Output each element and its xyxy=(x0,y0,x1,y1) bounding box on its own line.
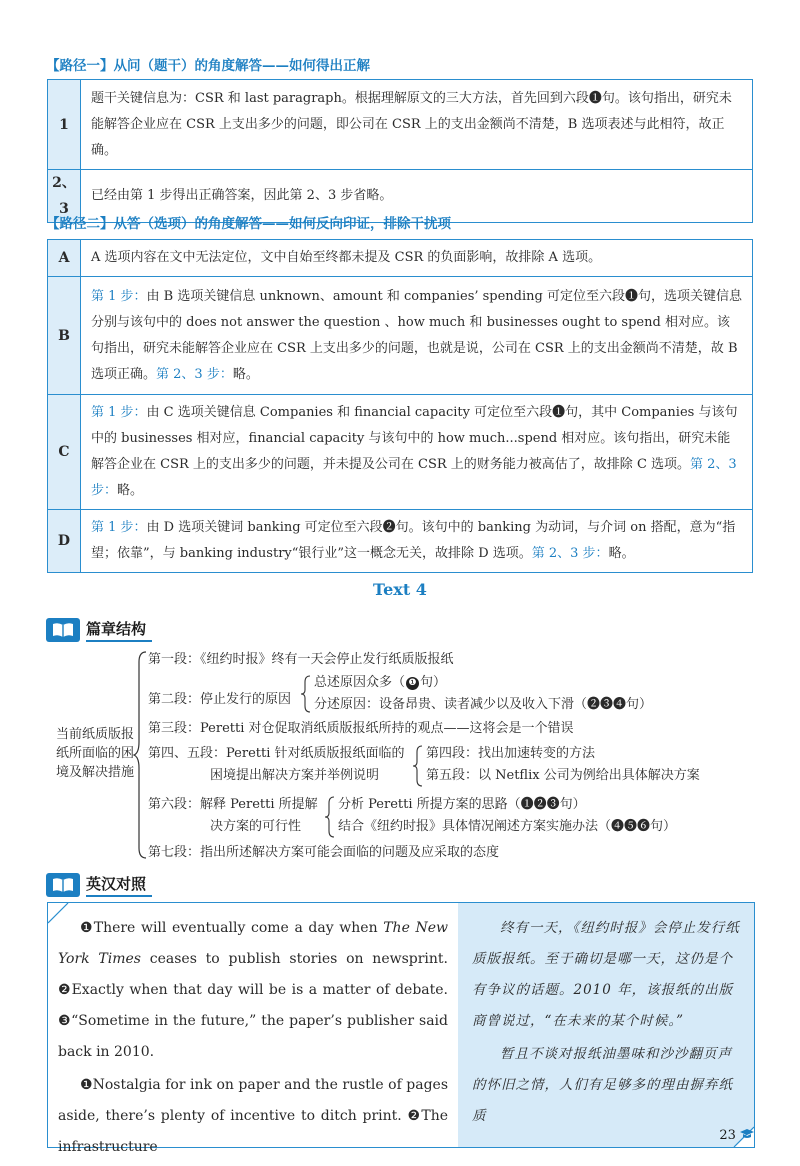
cap-icon xyxy=(740,1129,754,1139)
circled-numbers: ❷❸❹ xyxy=(587,697,627,712)
para-6b: 决方案的可行性 xyxy=(210,819,302,834)
row-text xyxy=(81,277,753,395)
row-label: D xyxy=(48,510,81,573)
brace-p45 xyxy=(412,744,424,788)
newspaper-title: The New York Times xyxy=(58,920,449,967)
circled-numbers: ❶❷❸ xyxy=(520,797,560,812)
para-3: 第三段：Peretti 对仓促取消纸质版报纸所持的观点——这将会是一个错误 xyxy=(148,721,574,736)
para-2: 第二段：停止发行的原因 xyxy=(148,692,292,707)
english-paragraph: ❶There will eventually come a day when The New York Times ceases to publish stories on newsprint. ❷Exactly when that day will be is a matter of debate. ❸“Sometime in the future,” the paper’s publisher said back in 2010. xyxy=(58,920,449,1060)
row-tail: 略。 xyxy=(117,483,144,498)
step23-label: 第 2、3 步： xyxy=(531,546,609,561)
circled-numbers: ❹❺❻ xyxy=(611,819,651,834)
row-body: 由 D 选项关键词 banking 可定位至六段❷句。该句中的 banking 为动词，与介词 on 搭配，意为“指望；依靠”，与 banking industry“银行业”这一概念无关，故排除 D 选项。 xyxy=(91,520,736,561)
row-body: 由 C 选项关键信息 Companies 和 financial capacity 可定位至六段❶句，其中 Companies 与该句中的 businesses 相对应，financial capacity 与该句中的 how much...spend 相对应。该句指出，研究未能解答企业在 CSR 上的支出多少的问题，并未提及公司在 CSR 上的财务能力被高估了，故排除 C 选项。 xyxy=(91,405,738,472)
row-text xyxy=(81,510,753,573)
english-column xyxy=(48,903,458,1155)
chinese-column xyxy=(458,903,754,1147)
corner-fold-icon xyxy=(48,903,70,925)
para-7: 第七段：指出所述解决方案可能会面临的问题及应采取的态度 xyxy=(148,845,500,860)
text4-title: Text 4 xyxy=(373,580,427,599)
structure-title: 篇章结构 xyxy=(86,618,152,642)
para-6x: 分析 Peretti 所提方案的思路（❶❷❸句） xyxy=(338,797,586,812)
row-label: 1 xyxy=(48,80,81,170)
table-row xyxy=(48,510,753,573)
row-text: A 选项内容在文中无法定位，文中自始至终都未提及 CSR 的负面影响，故排除 A 选项。 xyxy=(81,240,753,277)
para-2a: 总述原因众多（ ❶ 句） xyxy=(314,675,447,690)
structure-header xyxy=(46,617,152,643)
book-icon xyxy=(46,873,80,897)
brace-p2 xyxy=(300,674,312,714)
table-row xyxy=(48,240,753,277)
chinese-paragraph: 终有一天，《纽约时报》会停止发行纸质版报纸。至于确切是哪一天，这仍是个有争议的话题。2010 年，该报纸的出版商曾说过，“在未来的某个时候。” xyxy=(472,920,740,1029)
para-2b: 分述原因：设备昂贵、读者减少以及收入下滑（❷❸❹句） xyxy=(314,697,653,712)
row-text xyxy=(81,395,753,510)
route2-title: 【路径二】从答（选项）的角度解答——如何反向印证，排除干扰项 xyxy=(46,216,451,232)
para-45b: 困境提出解决方案并举例说明 xyxy=(210,768,380,783)
chinese-paragraph: 暂且不谈对报纸油墨味和沙沙翻页声的怀旧之情，人们有足够多的理由摒弃纸质 xyxy=(472,1046,733,1124)
route1-title: 【路径一】从问（题干）的角度解答——如何得出正解 xyxy=(46,58,370,74)
brace-main xyxy=(132,650,148,860)
table-row xyxy=(48,395,753,510)
table-row xyxy=(48,80,753,170)
row-tail: 略。 xyxy=(232,366,259,382)
para-6y: 结合《纽约时报》具体情况阐述方案实施办法（❹❺❻句） xyxy=(338,819,677,834)
structure-root: 当前纸质版报纸所面临的困境及解决措施 xyxy=(56,727,135,780)
para-4: 第四段：找出加速转变的方法 xyxy=(426,746,596,761)
route1-table xyxy=(47,79,753,223)
english-paragraph: ❶Nostalgia for ink on paper and the rustle of pages aside, there’s plenty of incentive to ditch print. ❷The infrastructure xyxy=(58,1077,448,1155)
step23-label: 第 2、3 步： xyxy=(91,457,737,498)
step1-label: 第 1 步： xyxy=(91,405,147,420)
row-label: B xyxy=(48,277,81,395)
circled-number-icon: ❶ xyxy=(406,677,419,690)
bilingual-header xyxy=(46,872,152,898)
row-text: 题干关键信息为：CSR 和 last paragraph。根据理解原文的三大方法，首先回到六段❶句。该句指出，研究未能解答企业应在 CSR 上支出多少的问题，即公司在 CSR 上的支出金额尚不清楚，B 选项表述与此相符，故正确。 xyxy=(81,80,753,170)
para-5: 第五段：以 Netflix 公司为例给出具体解决方案 xyxy=(426,768,700,783)
step1-label: 第 1 步： xyxy=(91,520,147,535)
row-text: 已经由第 1 步得出正确答案，因此第 2、3 步省略。 xyxy=(81,170,753,223)
para-1: 第一段：《纽约时报》终有一天会停止发行纸质版报纸 xyxy=(148,652,454,667)
table-row xyxy=(48,277,753,395)
bilingual-box xyxy=(47,902,755,1155)
row-label: 2、3 xyxy=(48,170,81,223)
brace-p6 xyxy=(324,795,336,839)
page-number: 23 xyxy=(719,1128,754,1143)
row-label: A xyxy=(48,240,81,277)
step23-label: 第 2、3 步： xyxy=(156,366,233,382)
para-6a: 第六段：解释 Peretti 所提解 xyxy=(148,797,318,812)
book-icon xyxy=(46,618,80,642)
route2-table xyxy=(47,239,753,573)
para-45a: 第四、五段：Peretti 针对纸质版报纸面临的 xyxy=(148,746,405,761)
bilingual-title: 英汉对照 xyxy=(86,873,152,897)
row-body: 由 B 选项关键信息 unknown、amount 和 companies’ spending 可定位至六段❶句，选项关键信息分别与该句中的 does not answer the question 、how much 和 businesses ought to spend 相对应。该句指出，研究未能解答企业应在 CSR 上支出多少的问题，也就是说，公司在 CSR 上的支出金额尚不清楚，故 B 选项正确。 xyxy=(91,288,742,382)
step1-label: 第 1 步： xyxy=(91,288,147,304)
row-label: C xyxy=(48,395,81,510)
row-tail: 略。 xyxy=(608,546,635,561)
